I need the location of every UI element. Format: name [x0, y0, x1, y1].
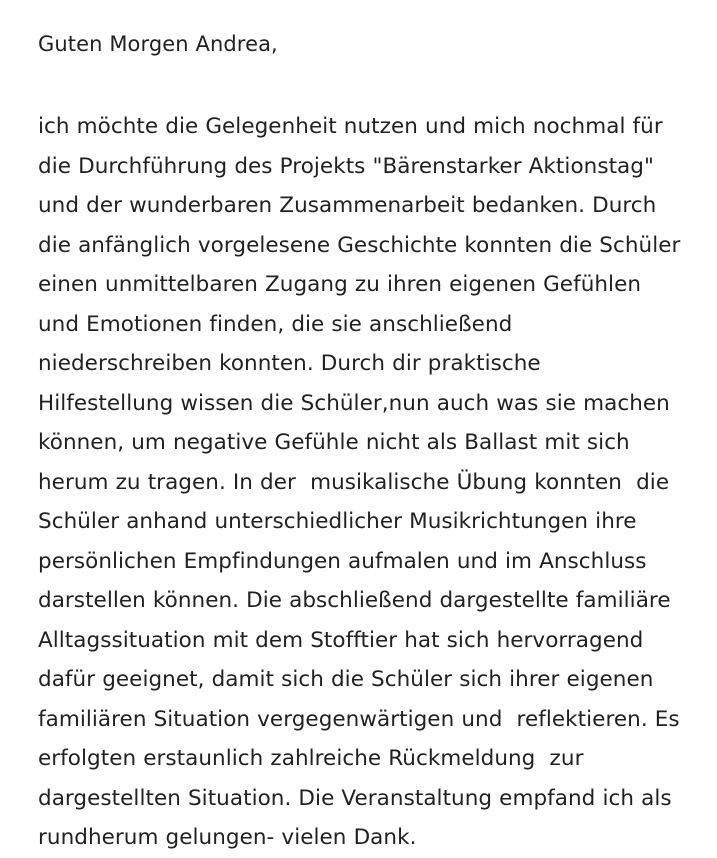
paragraph-spacer	[38, 55, 681, 107]
body-paragraph: ich möchte die Gelegenheit nutzen und mich nochmal für die Durchführung des Projekts "Bärenstarker Aktionstag" und der wunderbaren Zusammenarbeit bedanken. Durch die anfänglich vorgelesene Geschichte konnten die Schüler einen unmittelbaren Zugang zu ihren eigenen Gefühlen und Emotionen finden, die sie anschließend niederschreiben konnten. Durch dir praktische Hilfestellung wissen die Schüler,nun auch was sie machen können, um negative Gefühle nicht als Ballast mit sich herum zu tragen. In der musikalische Übung konnten die Schüler anhand unterschiedlicher Musikrichtungen ihre persönlichen Empfindungen aufmalen und im Anschluss darstellen können. Die abschließend dargestellte familiäre Alltagssituation mit dem Stofftier hat sich hervorragend dafür geeignet, damit sich die Schüler sich ihrer eigenen familiären Situation vergegenwärtigen und reflektieren. Es erfolgten erstaunlich zahlreiche Rückmeldung zur dargestellten Situation. Die Veranstaltung empfand ich als rundherum gelungen- vielen Dank.	[38, 114, 688, 850]
salutation-line: Guten Morgen Andrea,	[38, 32, 278, 56]
